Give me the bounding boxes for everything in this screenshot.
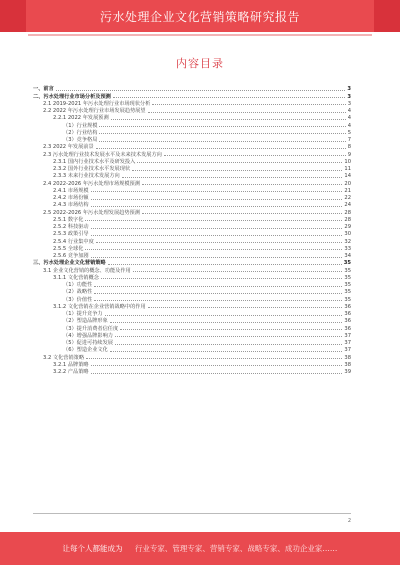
- toc-leader-dots: [85, 249, 342, 250]
- toc-entry-page: 37: [344, 347, 351, 354]
- toc-leader-dots: [137, 162, 342, 163]
- toc-entry[interactable]: [33, 324, 351, 331]
- toc-entry[interactable]: [33, 368, 351, 375]
- toc-entry-label: 2.4 2022-2026 年污水处理市场规模预测: [43, 180, 140, 187]
- toc-leader-dots: [94, 286, 342, 287]
- toc-entry[interactable]: [33, 114, 351, 121]
- toc-entry-label: （1）行业规模: [63, 122, 98, 129]
- toc-entry-page: 3: [347, 86, 351, 93]
- toc-leader-dots: [86, 358, 342, 359]
- toc-entry-page: 4: [347, 122, 351, 129]
- toc-entry-label: 2.4.3 市场结构: [53, 202, 89, 209]
- toc-leader-dots: [120, 329, 342, 330]
- toc-entry[interactable]: [33, 252, 351, 259]
- toc-entry-page: 30: [344, 231, 351, 238]
- toc-entry-label: 2.5.3 政策引导: [53, 231, 89, 238]
- toc-leader-dots: [122, 177, 343, 178]
- toc-leader-dots: [56, 90, 346, 91]
- toc-entry-page: 10: [344, 158, 351, 165]
- toc-entry-page: 34: [344, 253, 351, 259]
- toc-entry-label: 3.1.2 文化营销在企业营销战略中的作用: [53, 303, 146, 310]
- toc-entry-label: 一、前言: [33, 86, 54, 93]
- report-footer-bar: [0, 532, 400, 565]
- toc-entry-label: 2.3.2 国外行业技术水平发展现状: [53, 166, 131, 172]
- toc-leader-dots: [91, 191, 343, 192]
- toc-leader-dots: [91, 373, 343, 374]
- toc-leader-dots: [148, 112, 346, 113]
- toc-entry-page: 8: [347, 144, 351, 151]
- toc-leader-dots: [152, 104, 345, 105]
- toc-entry[interactable]: [33, 230, 351, 237]
- toc-entry-label: （3）提升消费者信任度: [63, 325, 119, 332]
- toc-entry-label: 2.3.3 未来行业技术发展方向: [53, 173, 120, 180]
- toc-leader-dots: [91, 257, 343, 258]
- toc-entry[interactable]: [33, 136, 351, 143]
- toc-entry-page: 4: [347, 115, 351, 122]
- toc-entry-page: 24: [344, 202, 351, 209]
- toc-entry[interactable]: [33, 129, 351, 136]
- report-header-bar: [0, 0, 400, 32]
- toc-leader-dots: [105, 315, 343, 316]
- toc-entry[interactable]: [33, 317, 351, 324]
- toc-entry-page: 28: [344, 209, 351, 216]
- toc-entry-label: 2.5.4 行业集中度: [53, 238, 94, 245]
- toc-entry-page: 35: [344, 296, 351, 303]
- toc-entry-page: 33: [344, 245, 351, 252]
- toc-entry[interactable]: [33, 121, 351, 128]
- page-number: 2: [347, 518, 351, 524]
- toc-entry-label: 2.3 污水处理行业技术发展水平及未来技术发展方向: [43, 151, 162, 158]
- footer-slogan: [0, 543, 400, 554]
- toc-entry[interactable]: [33, 208, 351, 215]
- toc-entry[interactable]: [33, 266, 351, 273]
- toc-entry-label: （2）战略性: [63, 289, 93, 296]
- toc-entry-label: （5）促进可持续发展: [63, 340, 113, 346]
- toc-entry-label: 2.3.1 国内行业技术水平及研发投入: [53, 158, 136, 165]
- toc-entry-page: 36: [344, 325, 351, 332]
- toc-leader-dots: [115, 336, 342, 337]
- toc-entry-page: 14: [344, 173, 351, 180]
- toc-leader-dots: [132, 170, 342, 171]
- toc-entry-label: 2.5.2 科技驱动: [53, 224, 89, 230]
- toc-entry-label: （2）塑造品牌形象: [63, 318, 108, 325]
- toc-entry-page: 38: [344, 361, 351, 368]
- toc-entry-label: 3.2 文化营销策略: [43, 354, 85, 361]
- toc-leader-dots: [111, 119, 346, 120]
- toc-entry-label: 2.4.2 市场份额: [53, 195, 89, 201]
- toc-leader-dots: [99, 126, 345, 127]
- toc-leader-dots: [96, 242, 343, 243]
- toc-entry[interactable]: [33, 259, 351, 266]
- toc-entry-label: 三、污水处理企业文化营销策略: [33, 260, 106, 267]
- toc-leader-dots: [91, 235, 343, 236]
- toc-entry-page: 4: [347, 108, 351, 114]
- toc-entry-label: 3.2.1 品牌策略: [53, 361, 89, 368]
- report-title: 污水处理企业文化营销策略研究报告: [99, 10, 300, 24]
- toc-leader-dots: [164, 155, 346, 156]
- toc-leader-dots: [142, 213, 343, 214]
- toc-entry-page: 5: [347, 129, 351, 136]
- toc-entry-label: 2.2 2022 年污水处理行业市场发展趋势展望: [43, 108, 146, 114]
- toc-entry[interactable]: [33, 150, 351, 157]
- toc-entry-page: 28: [344, 216, 351, 223]
- toc-entry-label: 2.2.1 2022 年发展预测: [53, 115, 109, 122]
- toc-leader-dots: [115, 344, 342, 345]
- toc-entry-page: 35: [344, 282, 351, 288]
- toc-leader-dots: [113, 97, 346, 98]
- toc-entry[interactable]: [33, 288, 351, 295]
- toc-entry[interactable]: [33, 245, 351, 252]
- toc-leader-dots: [108, 264, 342, 265]
- toc-leader-dots: [91, 206, 343, 207]
- toc-entry-label: （3）价值性: [63, 296, 93, 303]
- header-divider: [28, 34, 372, 36]
- toc-entry-page: 22: [344, 195, 351, 201]
- toc-entry-label: （4）增强品牌影响力: [63, 332, 113, 339]
- toc-entry-label: 2.3 2022 年发展前景: [43, 144, 94, 151]
- toc-leader-dots: [99, 133, 345, 134]
- toc-entry-label: 2.5 2022-2026 年污水处理发展趋势预测: [43, 209, 140, 216]
- toc-entry[interactable]: [33, 187, 351, 194]
- toc-leader-dots: [133, 271, 343, 272]
- toc-entry[interactable]: [33, 172, 351, 179]
- toc-leader-dots: [148, 307, 343, 308]
- toc-entry-page: 21: [344, 187, 351, 194]
- toc-entry[interactable]: [33, 303, 351, 310]
- toc-leader-dots: [94, 293, 342, 294]
- toc-entry-page: 29: [344, 224, 351, 230]
- toc-entry[interactable]: [33, 295, 351, 302]
- toc-leader-dots: [91, 228, 343, 229]
- toc-entry-label: （3）竞争格局: [63, 137, 98, 143]
- toc-entry[interactable]: [33, 281, 351, 288]
- toc-entry[interactable]: [33, 237, 351, 244]
- toc-leader-dots: [85, 220, 342, 221]
- toc-entry-label: 2.5.6 竞争加剧: [53, 253, 89, 259]
- toc-entry-page: 11: [344, 166, 351, 172]
- toc-entry[interactable]: [33, 92, 351, 99]
- toc-entry-label: 2.5.5 全球化: [53, 245, 84, 252]
- toc-entry-label: 2.4.1 市场规模: [53, 187, 89, 194]
- toc-entry[interactable]: [33, 158, 351, 165]
- toc-entry-label: 2.5.1 数字化: [53, 216, 84, 223]
- toc-entry[interactable]: [33, 361, 351, 368]
- toc-entry-page: 32: [344, 238, 351, 245]
- toc-entry-page: 36: [344, 303, 351, 310]
- toc-leader-dots: [110, 322, 343, 323]
- toc-entry-page: 37: [344, 340, 351, 346]
- toc-entry-label: （1）功能性: [63, 282, 93, 288]
- toc-heading: 内容目录: [176, 57, 224, 70]
- toc-leader-dots: [91, 199, 343, 200]
- table-of-contents: [33, 85, 351, 375]
- toc-entry[interactable]: [33, 274, 351, 281]
- footer-slogan-left: 让每个人都能成为: [62, 544, 123, 553]
- toc-entry-label: （6）塑造企业文化: [63, 347, 108, 354]
- toc-entry[interactable]: [33, 223, 351, 230]
- toc-entry-page: 39: [344, 369, 351, 375]
- toc-entry[interactable]: [33, 194, 351, 201]
- toc-entry-label: 3.1 企业文化营销的概念、功能及作用: [43, 267, 131, 274]
- toc-entry[interactable]: [33, 143, 351, 150]
- toc-leader-dots: [142, 184, 343, 185]
- toc-entry[interactable]: [33, 310, 351, 317]
- toc-entry-page: 3: [347, 93, 351, 100]
- toc-entry-page: 3: [347, 100, 351, 107]
- toc-entry-page: 20: [344, 180, 351, 187]
- toc-entry-page: 35: [344, 289, 351, 296]
- toc-leader-dots: [99, 141, 345, 142]
- toc-entry[interactable]: [33, 339, 351, 346]
- toc-leader-dots: [101, 278, 342, 279]
- page-footer-rule: [33, 513, 351, 514]
- toc-entry[interactable]: [33, 107, 351, 114]
- toc-entry-label: 3.1.1 文化营销概念: [53, 274, 99, 281]
- toc-entry[interactable]: [33, 100, 351, 107]
- toc-entry[interactable]: [33, 165, 351, 172]
- toc-entry-page: 38: [344, 354, 351, 361]
- toc-entry-page: 37: [344, 332, 351, 339]
- toc-entry-page: 35: [344, 267, 351, 274]
- toc-leader-dots: [91, 365, 343, 366]
- toc-entry-page: 9: [347, 151, 351, 158]
- toc-entry-page: 36: [344, 318, 351, 325]
- toc-entry[interactable]: [33, 85, 351, 92]
- toc-leader-dots: [94, 300, 342, 301]
- toc-leader-dots: [110, 351, 343, 352]
- toc-entry[interactable]: [33, 216, 351, 223]
- toc-entry-page: 36: [344, 311, 351, 317]
- toc-entry[interactable]: [33, 353, 351, 360]
- toc-entry-label: （2）行业结构: [63, 129, 98, 136]
- toc-entry-label: （1）提升竞争力: [63, 311, 103, 317]
- toc-leader-dots: [96, 148, 346, 149]
- toc-entry-page: 35: [343, 260, 351, 267]
- toc-entry-page: 35: [344, 274, 351, 281]
- toc-entry[interactable]: [33, 346, 351, 353]
- footer-slogan-right: 行业专家、管理专家、营销专家、战略专家、成功企业家……: [134, 544, 338, 553]
- toc-entry-label: 3.2.2 产品策略: [53, 369, 89, 375]
- toc-entry[interactable]: [33, 179, 351, 186]
- toc-entry-label: 2.1 2019-2021 年污水处理行业市场现状分析: [43, 100, 151, 107]
- toc-entry-page: 7: [347, 137, 351, 143]
- toc-entry-label: 二、污水处理行业市场分析及预测: [33, 93, 111, 100]
- toc-entry[interactable]: [33, 332, 351, 339]
- toc-entry[interactable]: [33, 201, 351, 208]
